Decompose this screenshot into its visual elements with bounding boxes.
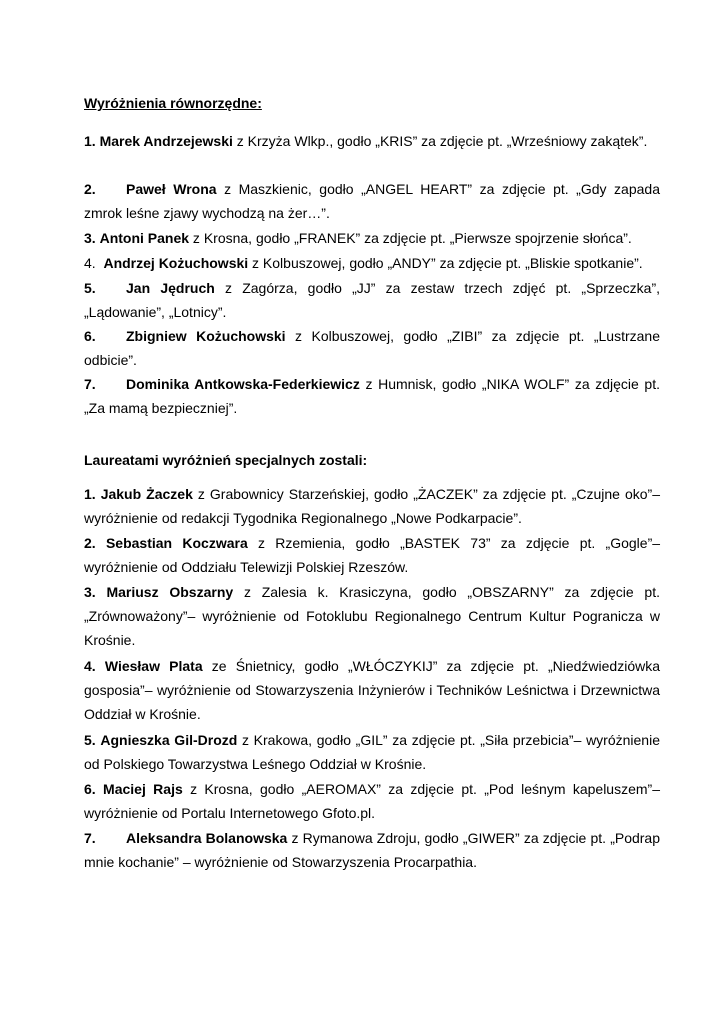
- entry-text: z Krosna, godło „FRANEK” za zdjęcie pt. „Pierwsze spojrzenie słońca”.: [189, 230, 632, 246]
- list-item: [84, 654, 660, 726]
- entry-text: z Krosna, godło „AEROMAX” za zdjęcie pt. „Pod leśnym kapeluszem”– wyróżnienie od Portalu Internetowego Gfoto.pl.: [84, 781, 660, 821]
- list-item: [84, 580, 660, 652]
- section-heading-special-awards: Laureatami wyróżnień specjalnych zostali:: [84, 452, 368, 468]
- laureate-name: Dominika Antkowska-Federkiewicz: [126, 376, 360, 392]
- laureate-name: Maciej Rajs: [103, 781, 183, 797]
- list-item: [84, 251, 660, 275]
- item-number: 2.: [84, 181, 96, 197]
- laureate-name: Aleksandra Bolanowska: [126, 830, 288, 846]
- item-number: 7.: [84, 376, 96, 392]
- entry-text: z Kolbuszowej, godło „ZIBI” za zdjęcie pt. „Lustrzane odbicie”.: [84, 328, 660, 368]
- laureate-name: Antoni Panek: [99, 230, 190, 246]
- laureate-name: Wiesław Plata: [104, 658, 203, 674]
- list-item: [84, 777, 660, 825]
- laureate-name: Jan Jędruch: [126, 280, 215, 296]
- item-number: 3.: [84, 584, 96, 600]
- item-number: 6.: [84, 781, 96, 797]
- entry-text: z Rzemienia, godło „BASTEK 73” za zdjęcie pt. „Gogle”– wyróżnienie od Oddziału Telewizji Polskiej Rzeszów.: [84, 535, 661, 575]
- entry-text: z Krzyża Wlkp., godło „KRIS” za zdjęcie pt. „Wrześniowy zakątek”.: [232, 133, 648, 149]
- laureate-name: Zbigniew Kożuchowski: [126, 328, 286, 344]
- entry-text: z Krakowa, godło „GIL” za zdjęcie pt. „Siła przebicia”– wyróżnienie od Polskiego Towarzystwa Leśnego Oddział w Krośnie.: [84, 732, 660, 772]
- list-item: [84, 324, 660, 372]
- item-number: 6.: [84, 328, 96, 344]
- list-item: [84, 276, 660, 324]
- list-item: [84, 372, 660, 420]
- list-item: [84, 531, 660, 579]
- entry-text: z Rymanowa Zdroju, godło „GIWER” za zdjęcie pt. „Podrap mnie kochanie” – wyróżnienie od Stowarzyszenia Procarpathia.: [84, 830, 660, 870]
- laureate-name: Andrzej Kożuchowski: [103, 255, 249, 271]
- entry-text: ze Śnietnicy, godło „WŁÓCZYKIJ” za zdjęcie pt. „Niedźwiedziówka gosposia”– wyróżnienie od Stowarzyszenia Inżynierów i Techników Leśnictwa i Drzewnictwa Oddział w Krośnie.: [84, 658, 661, 722]
- item-number: 5.: [84, 732, 96, 748]
- list-item: [84, 826, 660, 874]
- item-number: 4.: [84, 658, 96, 674]
- item-number: 1.: [84, 133, 96, 149]
- laureate-name: Mariusz Obszarny: [106, 584, 234, 600]
- laureate-name: Sebastian Koczwara: [105, 535, 248, 551]
- item-number: 1.: [84, 486, 96, 502]
- list-item: [84, 226, 660, 250]
- laureate-name: Paweł Wrona: [126, 181, 217, 197]
- item-number: 7.: [84, 830, 96, 846]
- list-item: [84, 482, 660, 530]
- entry-text: z Humnisk, godło „NIKA WOLF” za zdjęcie pt. „Za mamą bezpieczniej”.: [84, 376, 660, 416]
- entry-text: z Maszkienic, godło „ANGEL HEART” za zdjęcie pt. „Gdy zapada zmrok leśne zjawy wychodzą na żer…”.: [84, 181, 660, 221]
- section-heading-equal-awards: Wyróżnienia równorzędne:: [84, 95, 262, 111]
- list-item: [84, 177, 660, 225]
- item-number: 5.: [84, 280, 96, 296]
- item-number: 2.: [84, 535, 96, 551]
- entry-text: z Zalesia k. Krasiczyna, godło „OBSZARNY” za zdjęcie pt. „Zrównoważony”– wyróżnienie od Fotoklubu Regionalnego Centrum Kultur Pogranicza w Krośnie.: [84, 584, 660, 648]
- list-item: [84, 129, 660, 153]
- list-item: [84, 728, 660, 776]
- entry-text: z Zagórza, godło „JJ” za zestaw trzech zdjęć pt. „Sprzeczka”, „Lądowanie”, „Lotnicy”.: [84, 280, 660, 320]
- laureate-name: Marek Andrzejewski: [99, 133, 233, 149]
- entry-text: z Kolbuszowej, godło „ANDY” za zdjęcie pt. „Bliskie spotkanie”.: [248, 255, 643, 271]
- entry-text: z Grabownicy Starzeńskiej, godło „ŻACZEK” za zdjęcie pt. „Czujne oko”– wyróżnienie od redakcji Tygodnika Regionalnego „Nowe Podkarpacie”.: [84, 486, 660, 526]
- laureate-name: Agnieszka Gil-Drozd: [100, 732, 238, 748]
- item-number: 4.: [84, 255, 96, 271]
- item-number: 3.: [84, 230, 96, 246]
- laureate-name: Jakub Żaczek: [100, 486, 193, 502]
